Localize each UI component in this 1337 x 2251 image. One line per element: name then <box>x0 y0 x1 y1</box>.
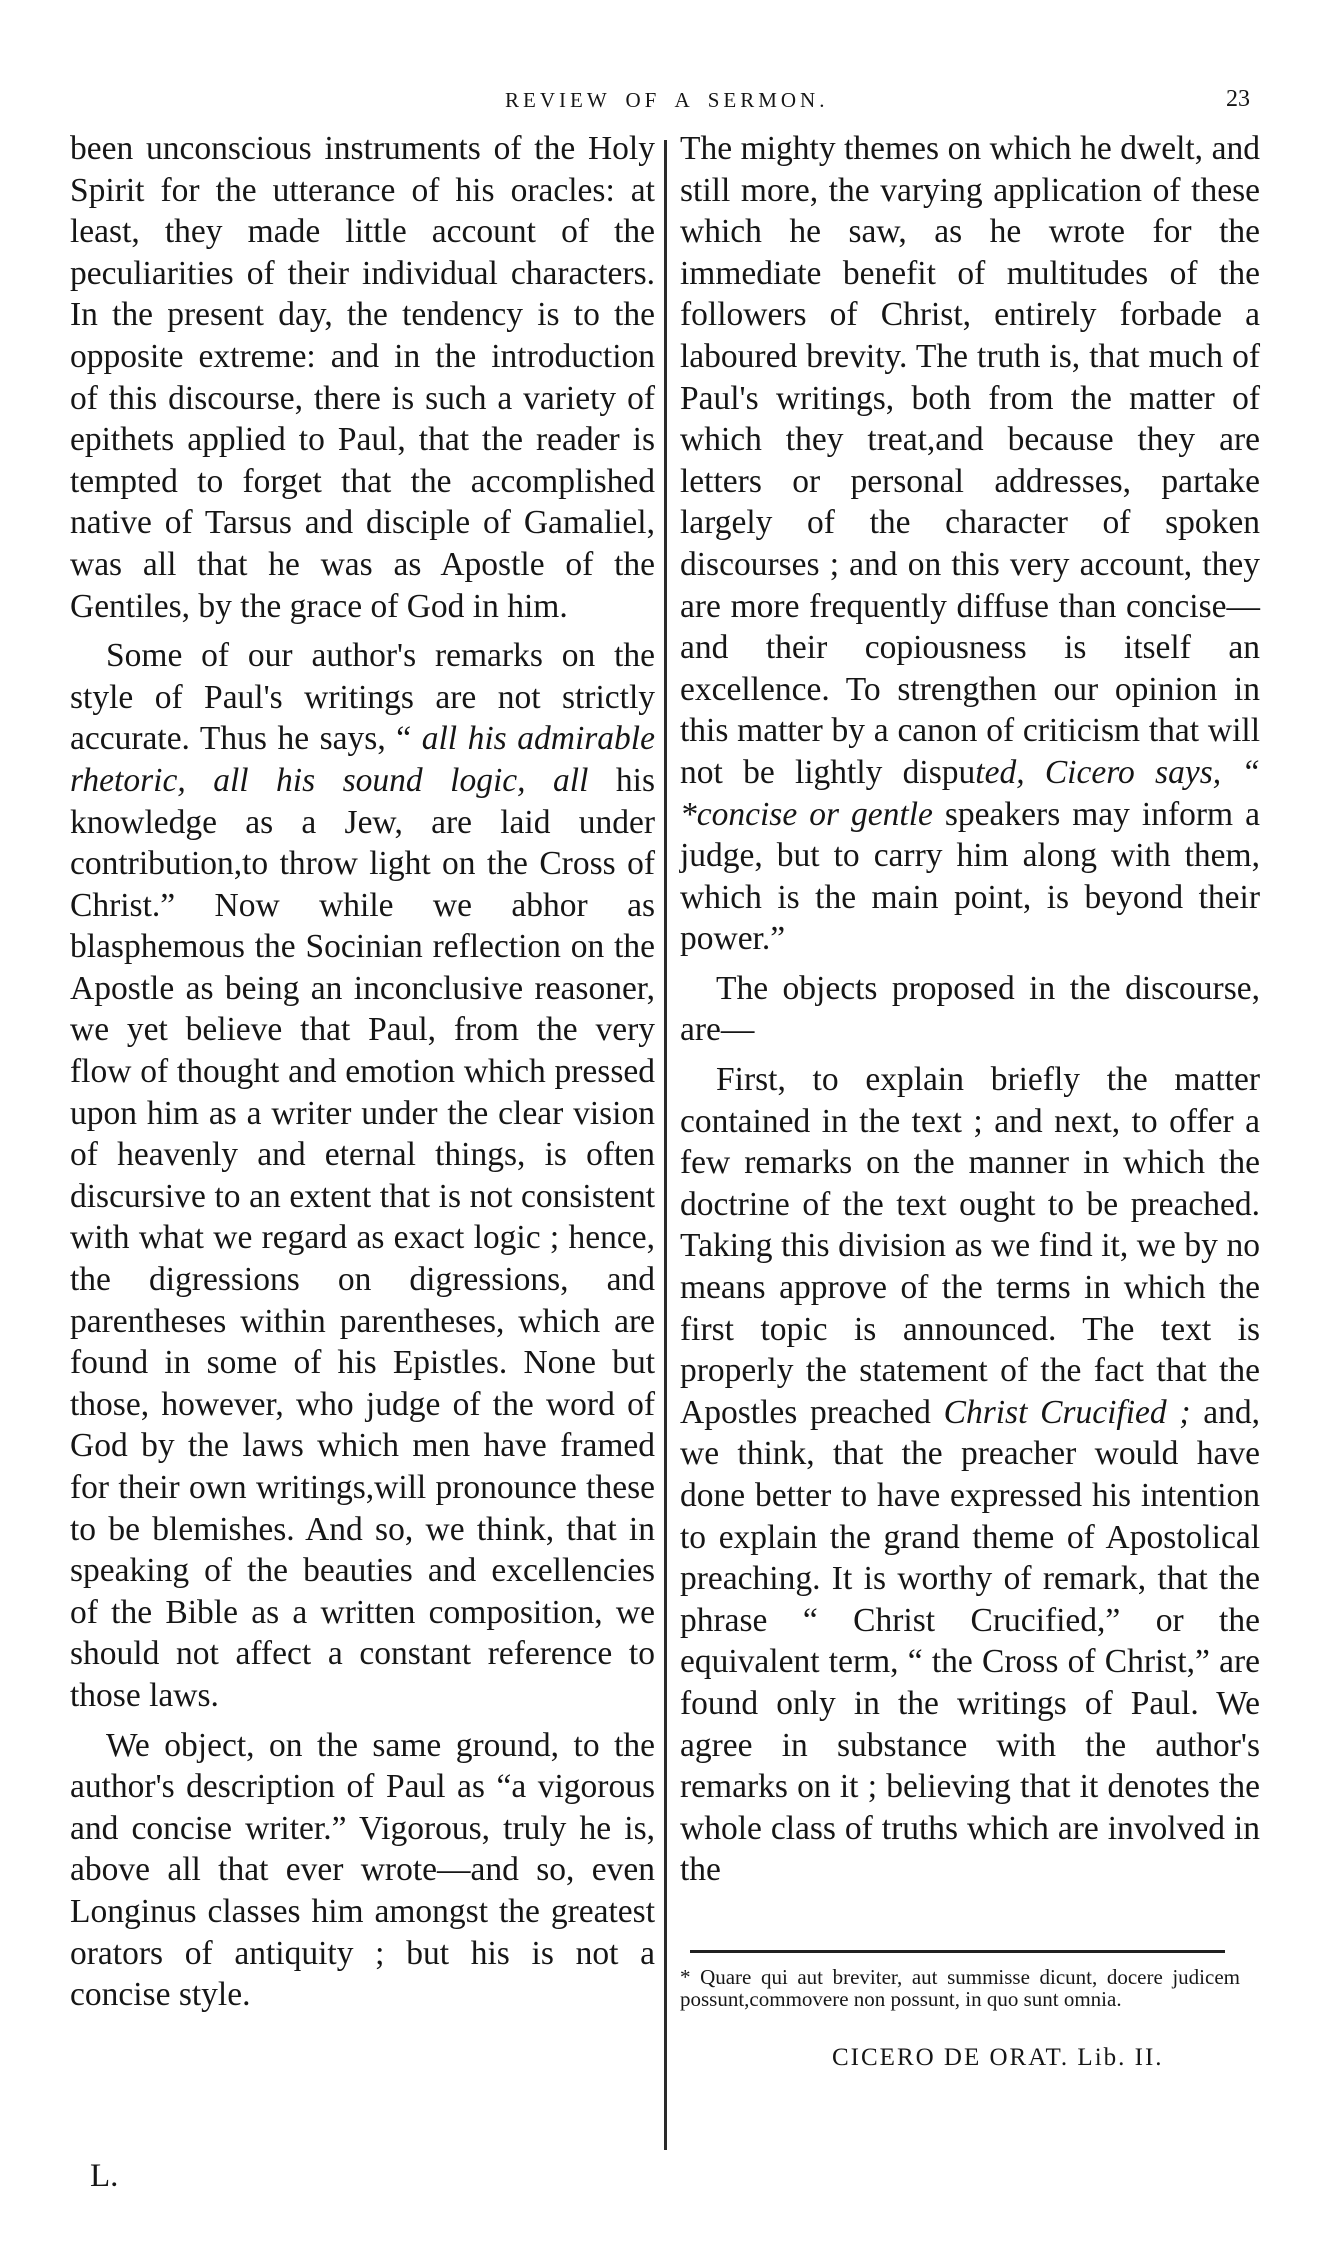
rhetoric-quote: all his admirable rhetoric, all his sound logic, all <box>70 720 655 799</box>
left-paragraph-3: We object, on the same ground, to the author's description of Paul as “a vigorous and concise writer.” Vigorous, truly he is, above all that ever wrote—and so, even Longinus classes him amongst the greatest orators of antiquity ; but his is not a concise style. <box>70 1726 655 2014</box>
right-paragraph-1 <box>680 128 1260 960</box>
christ-crucified-phrase: Christ Crucified ; <box>943 1393 1191 1431</box>
right-paragraph-1-text-a: The mighty themes on which he dwelt, and still more, the varying application of these which he saw, as he wrote for the immediate benefit of multitudes of the followers of Christ, entirely forbade a laboured brevity. The truth is, that much of Paul's writings, both from the matter of which they treat,and because they are letters or personal addresses, partake largely of the character of spoken discourses ; and on this very account, they are more frequently diffuse than concise—and their copiousness is itself an excellence. To strengthen our opinion in this matter by a canon of criticism that will not be lightly dispu <box>680 130 1260 791</box>
footnote-citation: CICERO DE ORAT. Lib. II. <box>832 2044 1164 2071</box>
left-paragraph-1: been unconscious instruments of the Holy Spirit for the utterance of his oracles: at least, they made little account of the peculiarities of their individual characters. In the present day, the tendency is to the opposite extreme: and in the introduction of this discourse, there is such a variety of epithets applied to Paul, that the reader is tempted to forget that the accomplished native of Tarsus and disciple of Gamaliel, was all that he was as Apostle of the Gentiles, by the grace of God in him. <box>70 130 655 625</box>
running-head <box>0 88 1337 122</box>
left-paragraph-2-text-a: Some of our author's remarks on the style of Paul's writings are not strictly accurate. Thus he says, “ <box>70 637 655 758</box>
right-paragraph-2: The objects proposed in the discourse, are— <box>680 969 1260 1049</box>
footnote: * Quare qui aut breviter, aut summisse dicunt, docere judicem possunt,commovere non possunt, in quo sunt omnia. <box>680 1965 1240 2011</box>
right-paragraph-3-text-b: and, we think, that the preacher would have done better to have expressed his intention to explain the grand theme of Apostolical preaching. It is worthy of remark, that the phrase “ Christ Crucified,” or the equivalent term, “ the Cross of Christ,” are found only in the writings of Paul. We agree in substance with the author's remarks on it ; believing that it denotes the whole class of truths which are involved in the <box>680 1393 1261 1889</box>
right-paragraph-1-text-b: speakers may inform a judge, but to carry him along with them, which is the main point, is beyond their power.” <box>680 795 1260 958</box>
footnote-rule <box>690 1950 1225 1953</box>
running-title: REVIEW OF A SERMON. <box>505 88 829 112</box>
left-paragraph-2-text-b: his knowledge as a Jew, are laid under contribution,to throw light on the Cross of Christ.” Now while we abhor as blasphemous the Socinian reflection on the Apostle as being an inconclusive reasoner, we yet believe that Paul, from the very flow of thought and emotion which pressed upon him as a writer under the clear vision of heavenly and eternal things, is often discursive to an extent that is not consistent with what we regard as exact logic ; hence, the digressions on digressions, and parentheses within parentheses, which are found in some of his Epistles. None but those, however, who judge of the word of God by the laws which men have framed for their own writings,will pronounce these to be blemishes. And so, we think, that in speaking of the beauties and excellencies of the Bible as a written composition, we should not affect a constant reference to those laws. <box>70 761 655 1714</box>
right-paragraph-3 <box>680 1059 1260 1891</box>
column-divider <box>664 140 667 2150</box>
page-number: 23 <box>1226 86 1250 112</box>
author-signature: L. <box>90 2158 119 2194</box>
cicero-quote: ted, Cicero says, “ *concise or gentle <box>680 753 1260 833</box>
right-paragraph-3-text-a: First, to explain briefly the matter contained in the text ; and next, to offer a few remarks on the manner in which the doctrine of the text ought to be preached. Taking this division as we find it, we by no means approve of the terms in which the first topic is announced. The text is properly the statement of the fact that the Apostles preached <box>680 1061 1260 1431</box>
left-column <box>70 128 655 2016</box>
right-column <box>680 128 1260 1891</box>
left-paragraph-2 <box>70 635 655 1716</box>
